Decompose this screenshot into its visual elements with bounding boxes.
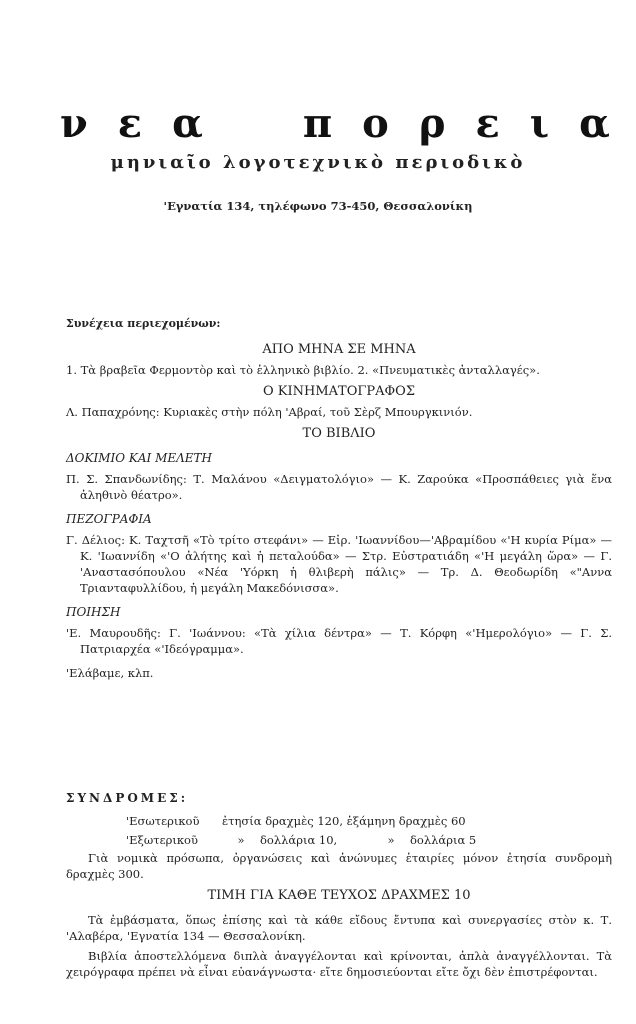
title-letter: ε (475, 100, 500, 147)
title-letter: ι (529, 100, 550, 147)
title-letter: α (172, 100, 203, 147)
remittance-note: Τὰ ἐμβάσματα, ὅπως ἐπίσης καὶ τὰ κάθε εἴδους ἔντυπα καὶ συνεργασίες στὸν κ. Τ. 'Αλαβέρα, 'Εγνατία 134 — Θεσσαλονίκη. (66, 913, 612, 943)
section-title: ΤΟ ΒΙΒΛΙΟ (302, 426, 376, 441)
subscriptions-title: ΣΥΝΔΡΟΜΕΣ: (66, 791, 189, 805)
title-letter: ο (362, 100, 389, 147)
title-letter: ρ (418, 100, 446, 147)
title-letter: α (579, 100, 610, 147)
magazine-title (60, 100, 610, 147)
title-letter: ν (60, 100, 88, 147)
contents-entry: Λ. Παπαχρόνης: Κυριακὲς στὴν πόλη 'Αβραί, τοῦ Σὲρζ Μπουργκινιόν. (66, 405, 473, 419)
category-title: ΔΟΚΙΜΙΟ ΚΑΙ ΜΕΛΕΤΗ (66, 451, 213, 465)
contents-entry: 1. Τὰ βραβεῖα Φερμοντὸρ καὶ τὸ ἑλληνικὸ βιβλίο. 2. «Πνευματικὲς ἀνταλλαγές». (66, 363, 540, 377)
received-note: 'Ελάβαμε, κλπ. (66, 666, 154, 680)
subscriptions (66, 790, 612, 984)
title-letter: ε (117, 100, 143, 147)
category-title: ΠΟΙΗΣΗ (66, 605, 121, 619)
contents-entry: Γ. Δέλιος: Κ. Ταχτσῆ «Τὸ τρίτο στεφάνι» — Εἰρ. 'Ιωαννίδου—'Αβραμίδου «'Η κυρία Ρίμα» — Κ. 'Ιωαννίδη «'Ο ἀλήτης καὶ ἡ πεταλούδα» — Στρ. Εὐστρατιάδη «'Η μεγάλη ὥρα» — Γ. 'Αναστασόπουλου «Νέα 'Υόρκη ἡ θλιβερὴ πάλις» — Τρ. Δ. Θεοδωρίδη «"Αννα Τριανταφυλλίδου, ἡ μεγάλη Μακεδόνισσα». (66, 533, 612, 595)
legal-entities-note: Γιὰ νομικὰ πρόσωπα, ὀργανώσεις καὶ ἀνώνυμες ἑταιρίες μόνον ἐτησία συνδρομὴ δραχμὲς 300. (66, 851, 612, 881)
subscription-row: 'Εσωτερικοῦ ἐτησία δραχμὲς 120, ἑξάμηνη δραχμὲς 60 (126, 814, 466, 828)
subscription-row: 'Εξωτερικοῦ » δολλάρια 10, » δολλάρια 5 (126, 833, 477, 847)
title-letter: π (302, 100, 333, 147)
issue-price: ΤΙΜΗ ΓΙΑ ΚΑΘΕ ΤΕΥΧΟΣ ΔΡΑΧΜΕΣ 10 (207, 888, 471, 903)
table-of-contents (66, 316, 612, 681)
books-note: Βιβλία ἀποστελλόμενα διπλὰ ἀναγγέλονται καὶ κρίνονται, ἁπλὰ ἀναγγέλλονται. Τὰ χειρόγραφα πρέπει νὰ εἶναι εὐανάγνωστα· εἴτε δημοσιεύονται εἴτε ὄχι δὲν ἐπιστρέφονται. (66, 949, 612, 979)
contents-lead: Συνέχεια περιεχομένων: (66, 317, 221, 330)
address: 'Εγνατία 134, τηλέφωνο 73-450, Θεσσαλονίκη (163, 199, 473, 213)
contents-entry: 'Ε. Μαυρουδῆς: Γ. 'Ιωάννου: «Τὰ χίλια δέντρα» — Τ. Κόρφη «'Ημερολόγιο» — Γ. Σ. Πατριαρχέα «'Ιδεόγραμμα». (66, 626, 612, 656)
category-title: ΠΕΖΟΓΡΑΦΙΑ (66, 512, 152, 526)
contents-entry: Π. Σ. Σπανδωνίδης: Τ. Μαλάνου «Δειγματολόγιο» — Κ. Ζαρούκα «Προσπάθειες γιὰ ἕνα ἀληθινὸ θέατρο». (66, 472, 612, 502)
section-title: ΑΠΟ ΜΗΝΑ ΣΕ ΜΗΝΑ (262, 342, 416, 357)
section-title: Ο ΚΙΝΗΜΑΤΟΓΡΑΦΟΣ (262, 384, 416, 399)
subtitle: μηνιαῖο λογοτεχνικὸ περιοδικὸ (110, 152, 526, 173)
